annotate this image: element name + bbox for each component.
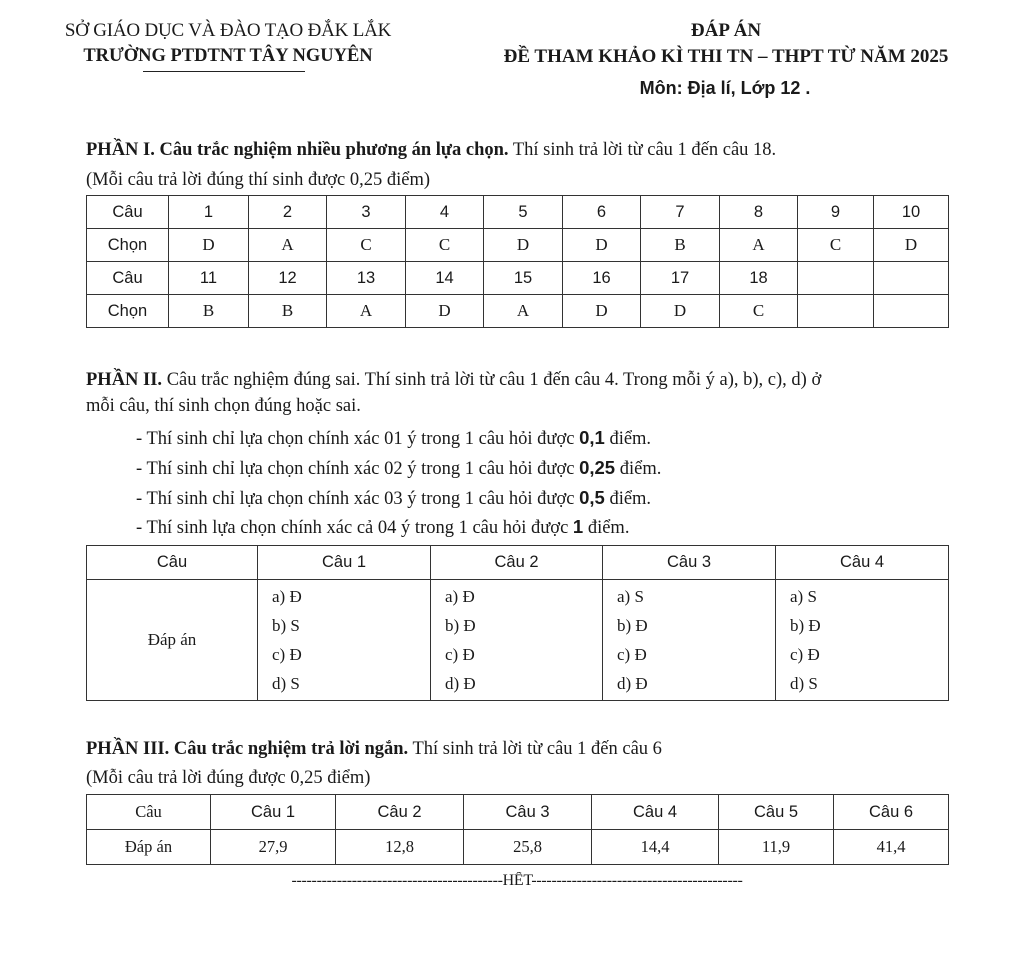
answer-cell: 27,9 (211, 830, 336, 865)
rule-points: 0,1 (579, 427, 605, 448)
answer-cell: 25,8 (464, 830, 592, 865)
question-number: 3 (327, 196, 406, 229)
answer-item: b) Đ (617, 616, 648, 635)
question-number: 5 (484, 196, 563, 229)
question-header: Câu 3 (603, 546, 776, 580)
answer-cell (603, 580, 776, 701)
question-number: 2 (249, 196, 327, 229)
answer-cell: A (720, 229, 798, 262)
department-name: SỞ GIÁO DỤC VÀ ĐÀO TẠO ĐẮK LẮK (64, 20, 392, 41)
answer-cell: B (641, 229, 720, 262)
empty-cell (798, 262, 874, 295)
part1-instruction: Thí sinh trả lời từ câu 1 đến câu 18. (508, 140, 777, 160)
answer-cell: B (249, 295, 327, 328)
question-number: 9 (798, 196, 874, 229)
answer-cell: D (406, 295, 484, 328)
question-header: Câu 4 (592, 795, 719, 830)
question-header: Câu 6 (834, 795, 949, 830)
answer-cell: D (169, 229, 249, 262)
rule-points: 1 (572, 516, 584, 537)
part3-instruction: Thí sinh trả lời từ câu 1 đến câu 6 (408, 739, 662, 759)
part1-note: (Mỗi câu trả lời đúng thí sinh được 0,25 điểm) (86, 170, 431, 190)
rule-points: 0,5 (579, 487, 605, 508)
school-name: TRƯỜNG PTDTNT TÂY NGUYÊN (83, 46, 373, 66)
answer-cell: D (874, 229, 949, 262)
question-header: Câu 1 (211, 795, 336, 830)
part2-rule (136, 456, 661, 481)
part3-title: PHẦN III. Câu trắc nghiệm trả lời ngắn. (86, 739, 409, 759)
answer-cell: C (406, 229, 484, 262)
answer-cell: C (798, 229, 874, 262)
answer-cell: A (327, 295, 406, 328)
answer-item: b) Đ (445, 616, 476, 635)
part3-answer-row (87, 830, 949, 865)
part1-answer-table (86, 195, 949, 328)
subject-line: Môn: Địa lí, Lớp 12 . (639, 78, 811, 98)
question-number: 8 (720, 196, 798, 229)
question-number: 14 (406, 262, 484, 295)
part3-header-row (87, 795, 949, 830)
rule-text-end: điểm. (583, 518, 630, 538)
part2-instruction-cont: mỗi câu, thí sinh chọn đúng hoặc sai. (86, 396, 361, 416)
part1-title: PHẦN I. Câu trắc nghiệm nhiều phương án lựa chọn. (86, 140, 509, 160)
rule-text: - Thí sinh chỉ lựa chọn chính xác 02 ý trong 1 câu hỏi được (136, 459, 580, 479)
question-number: 15 (484, 262, 563, 295)
part3-heading (86, 737, 986, 761)
part2-rule (136, 426, 651, 451)
empty-cell (874, 262, 949, 295)
question-header: Câu 4 (776, 546, 949, 580)
answer-item: b) S (272, 616, 300, 635)
row-label-answer: Đáp án (87, 580, 258, 701)
school-name-underline (143, 71, 305, 72)
answer-cell: 12,8 (336, 830, 464, 865)
answer-item: c) Đ (272, 645, 302, 664)
row-label-answer: Chọn (87, 295, 169, 328)
part2-title: PHẦN II. (86, 370, 163, 390)
part2-rule (136, 515, 629, 540)
question-number: 17 (641, 262, 720, 295)
answer-cell: C (720, 295, 798, 328)
question-number: 1 (169, 196, 249, 229)
part2-heading (86, 368, 986, 392)
part3-answer-table (86, 794, 949, 865)
rule-text-end: điểm. (604, 489, 652, 509)
question-number: 16 (563, 262, 641, 295)
answer-cell: C (327, 229, 406, 262)
part2-answer-table (86, 545, 949, 701)
question-number: 6 (563, 196, 641, 229)
answer-cell: A (249, 229, 327, 262)
part1-answer-row-1 (87, 229, 949, 262)
part2-rule (136, 486, 651, 511)
part2-header-row (87, 546, 949, 580)
answer-item: a) Đ (272, 587, 302, 606)
answer-cell (776, 580, 949, 701)
part1-heading (86, 138, 986, 162)
question-number: 13 (327, 262, 406, 295)
answer-item: c) Đ (617, 645, 647, 664)
question-header: Câu 3 (464, 795, 592, 830)
answer-item: c) Đ (790, 645, 820, 664)
question-number: 11 (169, 262, 249, 295)
answer-item: d) S (790, 674, 818, 693)
document-title: ĐÁP ÁN (690, 20, 762, 41)
column-label-question: Câu (87, 795, 211, 830)
rule-points: 0,25 (579, 457, 616, 478)
answer-cell: 11,9 (719, 830, 834, 865)
part1-answer-row-2 (87, 295, 949, 328)
answer-cell: A (484, 295, 563, 328)
empty-cell (874, 295, 949, 328)
question-number: 10 (874, 196, 949, 229)
answer-cell: D (484, 229, 563, 262)
answer-item: a) Đ (445, 587, 475, 606)
answer-item: b) Đ (790, 616, 821, 635)
answer-item: c) Đ (445, 645, 475, 664)
row-label-question: Câu (87, 196, 169, 229)
question-header: Câu 1 (258, 546, 431, 580)
row-label-question: Câu (87, 262, 169, 295)
answer-item: a) S (617, 587, 644, 606)
question-header: Câu 5 (719, 795, 834, 830)
answer-cell: D (641, 295, 720, 328)
answer-cell (258, 580, 431, 701)
end-marker: ------------------------------------------HẾT------------------------------------------ (291, 872, 743, 889)
answer-item: d) Đ (617, 674, 648, 693)
question-number: 7 (641, 196, 720, 229)
answer-cell: B (169, 295, 249, 328)
part2-instruction: Câu trắc nghiệm đúng sai. Thí sinh trả lời từ câu 1 đến câu 4. Trong mỗi ý a), b), c), d) ở (162, 370, 822, 390)
part3-note: (Mỗi câu trả lời đúng được 0,25 điểm) (86, 768, 371, 788)
question-header: Câu 2 (336, 795, 464, 830)
rule-text: - Thí sinh chỉ lựa chọn chính xác 01 ý trong 1 câu hỏi được (136, 429, 580, 449)
question-header: Câu 2 (431, 546, 603, 580)
question-number: 4 (406, 196, 484, 229)
answer-item: d) Đ (445, 674, 476, 693)
rule-text-end: điểm. (604, 429, 652, 449)
question-number: 12 (249, 262, 327, 295)
empty-cell (798, 295, 874, 328)
part1-question-row-1 (87, 196, 949, 229)
answer-cell: 14,4 (592, 830, 719, 865)
exam-title: ĐỀ THAM KHẢO KÌ THI TN – THPT TỪ NĂM 2025 (503, 46, 949, 67)
part1-question-row-2 (87, 262, 949, 295)
rule-text: - Thí sinh lựa chọn chính xác cả 04 ý trong 1 câu hỏi được (136, 518, 573, 538)
answer-cell: 41,4 (834, 830, 949, 865)
column-label-question: Câu (87, 546, 258, 580)
rule-text: - Thí sinh chỉ lựa chọn chính xác 03 ý trong 1 câu hỏi được (136, 489, 580, 509)
row-label-answer: Đáp án (87, 830, 211, 865)
part2-answer-row (87, 580, 949, 701)
row-label-answer: Chọn (87, 229, 169, 262)
answer-item: d) S (272, 674, 300, 693)
answer-cell (431, 580, 603, 701)
answer-item: a) S (790, 587, 817, 606)
answer-cell: D (563, 295, 641, 328)
answer-cell: D (563, 229, 641, 262)
rule-text-end: điểm. (615, 459, 662, 479)
question-number: 18 (720, 262, 798, 295)
